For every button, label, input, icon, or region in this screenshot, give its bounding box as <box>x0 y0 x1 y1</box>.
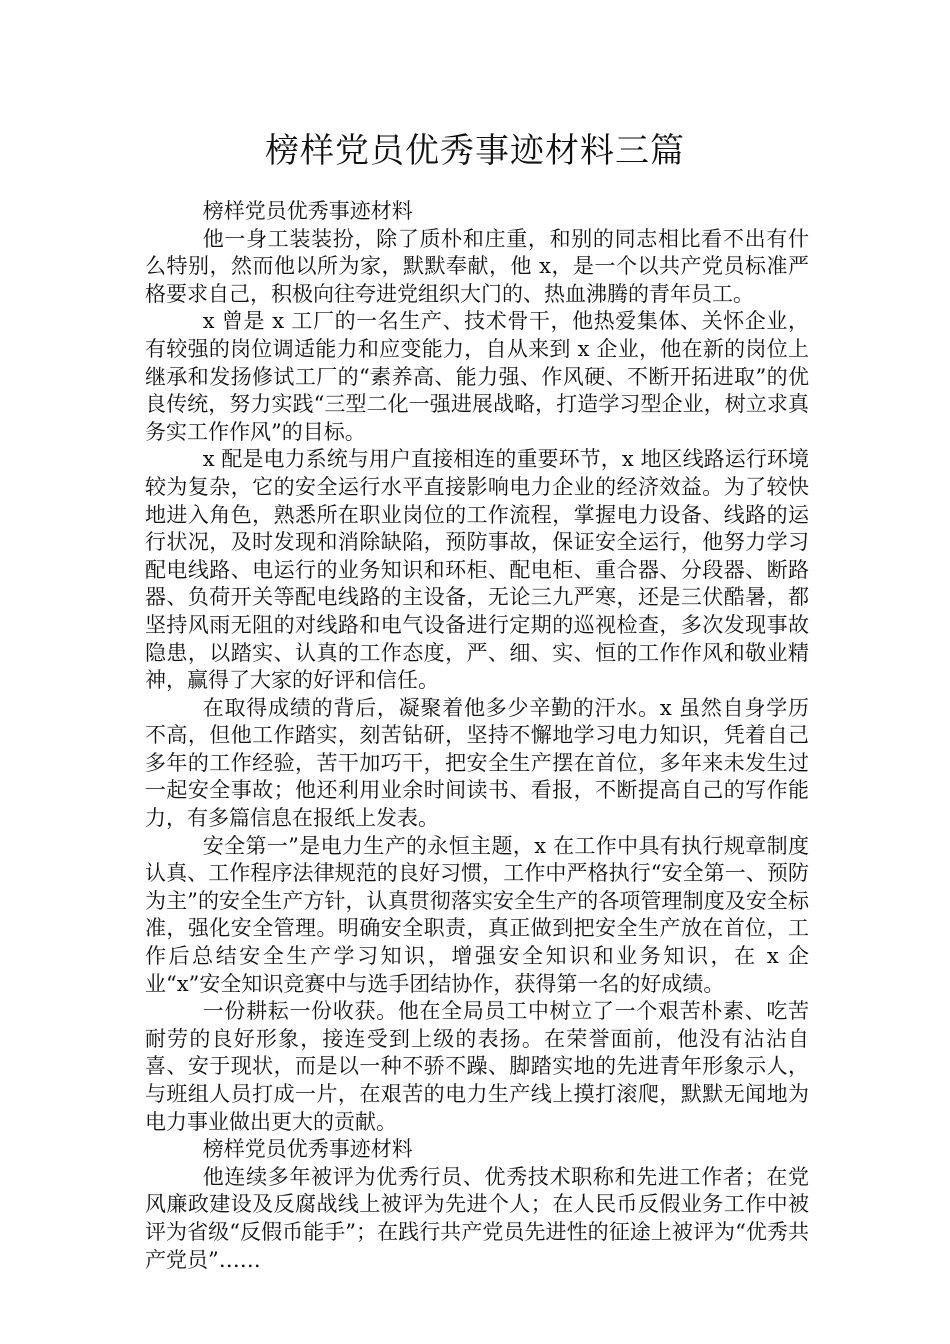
document-title: 榜样党员优秀事迹材料三篇 <box>265 131 685 171</box>
paragraph: x 曾是 x 工厂的一名生产、技术骨干，他热爱集体、关怀企业，有较强的岗位调适能力和应变能力，自从来到 x 企业，他在新的岗位上继承和发扬修试工厂的“素养高、能力强、作风硬、不断开拓进取”的优良传统，努力实践“三型二化一强进展战略，打造学习型企业，树立求真务实工作作风”的目标。 <box>145 309 809 444</box>
paragraph: 他连续多年被评为优秀行员、优秀技术职称和先进工作者；在党风廉政建设及反腐战线上被评为先进个人；在人民币反假业务工作中被评为省级“反假币能手”；在践行共产党员先进性的征途上被评为“优秀共产党员”…… <box>145 1164 809 1272</box>
section-heading: 榜样党员优秀事迹材料 <box>202 1137 413 1162</box>
paragraph: 安全第一”是电力生产的永恒主题，x 在工作中具有执行规章制度认真、工作程序法律规范的良好习惯，工作中严格执行“安全第一、预防为主”的安全生产方针，认真贯彻落实安全生产的各项管理制度及安全标准，强化安全管理。明确安全职责，真正做到把安全生产放在首位，工作后总结安全生产学习知识，增强安全知识和业务知识，在 x 企业“x”安全知识竞赛中与选手团结协作，获得第一名的好成绩。 <box>145 833 809 996</box>
section-heading: 榜样党员优秀事迹材料 <box>202 199 413 223</box>
document-body <box>145 198 809 1274</box>
paragraph: 在取得成绩的背后，凝聚着他多少辛勤的汗水。x 虽然自身学历不高，但他工作踏实，刻苦钻研，坚持不懈地学习电力知识，凭着自己多年的工作经验，苦干加巧干，把安全生产摆在首位，多年来未发生过一起安全事故；他还利用业余时间读书、看报，不断提高自己的写作能力，有多篇信息在报纸上发表。 <box>145 695 809 831</box>
paragraph: 他一身工装装扮，除了质朴和庄重，和别的同志相比看不出有什么特别，然而他以所为家，默默奉献，他 x，是一个以共产党员标准严格要求自己，积极向往夸进党组织大门的、热血沸腾的青年员工。 <box>145 226 809 306</box>
paragraph: 一份耕耘一份收获。他在全局员工中树立了一个艰苦朴素、吃苦耐劳的良好形象，接连受到上级的表扬。在荣誉面前，他没有沾沾自喜、安于现状，而是以一种不骄不躁、脚踏实地的先进青年形象示人，与班组人员打成一片，在艰苦的电力生产线上摸打滚爬，默默无闻地为电力事业做出更大的贡献。 <box>145 999 809 1134</box>
paragraph: x 配是电力系统与用户直接相连的重要环节，x 地区线路运行环境较为复杂，它的安全运行水平直接影响电力企业的经济效益。为了较快地进入角色，熟悉所在职业岗位的工作流程，掌握电力设备、线路的运行状况，及时发现和消除缺陷，预防事故，保证安全运行，他努力学习配电线路、电运行的业务知识和环柜、配电柜、重合器、分段器、断路器、负荷开关等配电线路的主设备，无论三九严寒，还是三伏酷暑，都坚持风雨无阻的对线路和电气设备进行定期的巡视检查，多次发现事故隐患，以踏实、认真的工作态度，严、细、实、恒的工作作风和敬业精神，赢得了大家的好评和信任。 <box>145 447 809 693</box>
